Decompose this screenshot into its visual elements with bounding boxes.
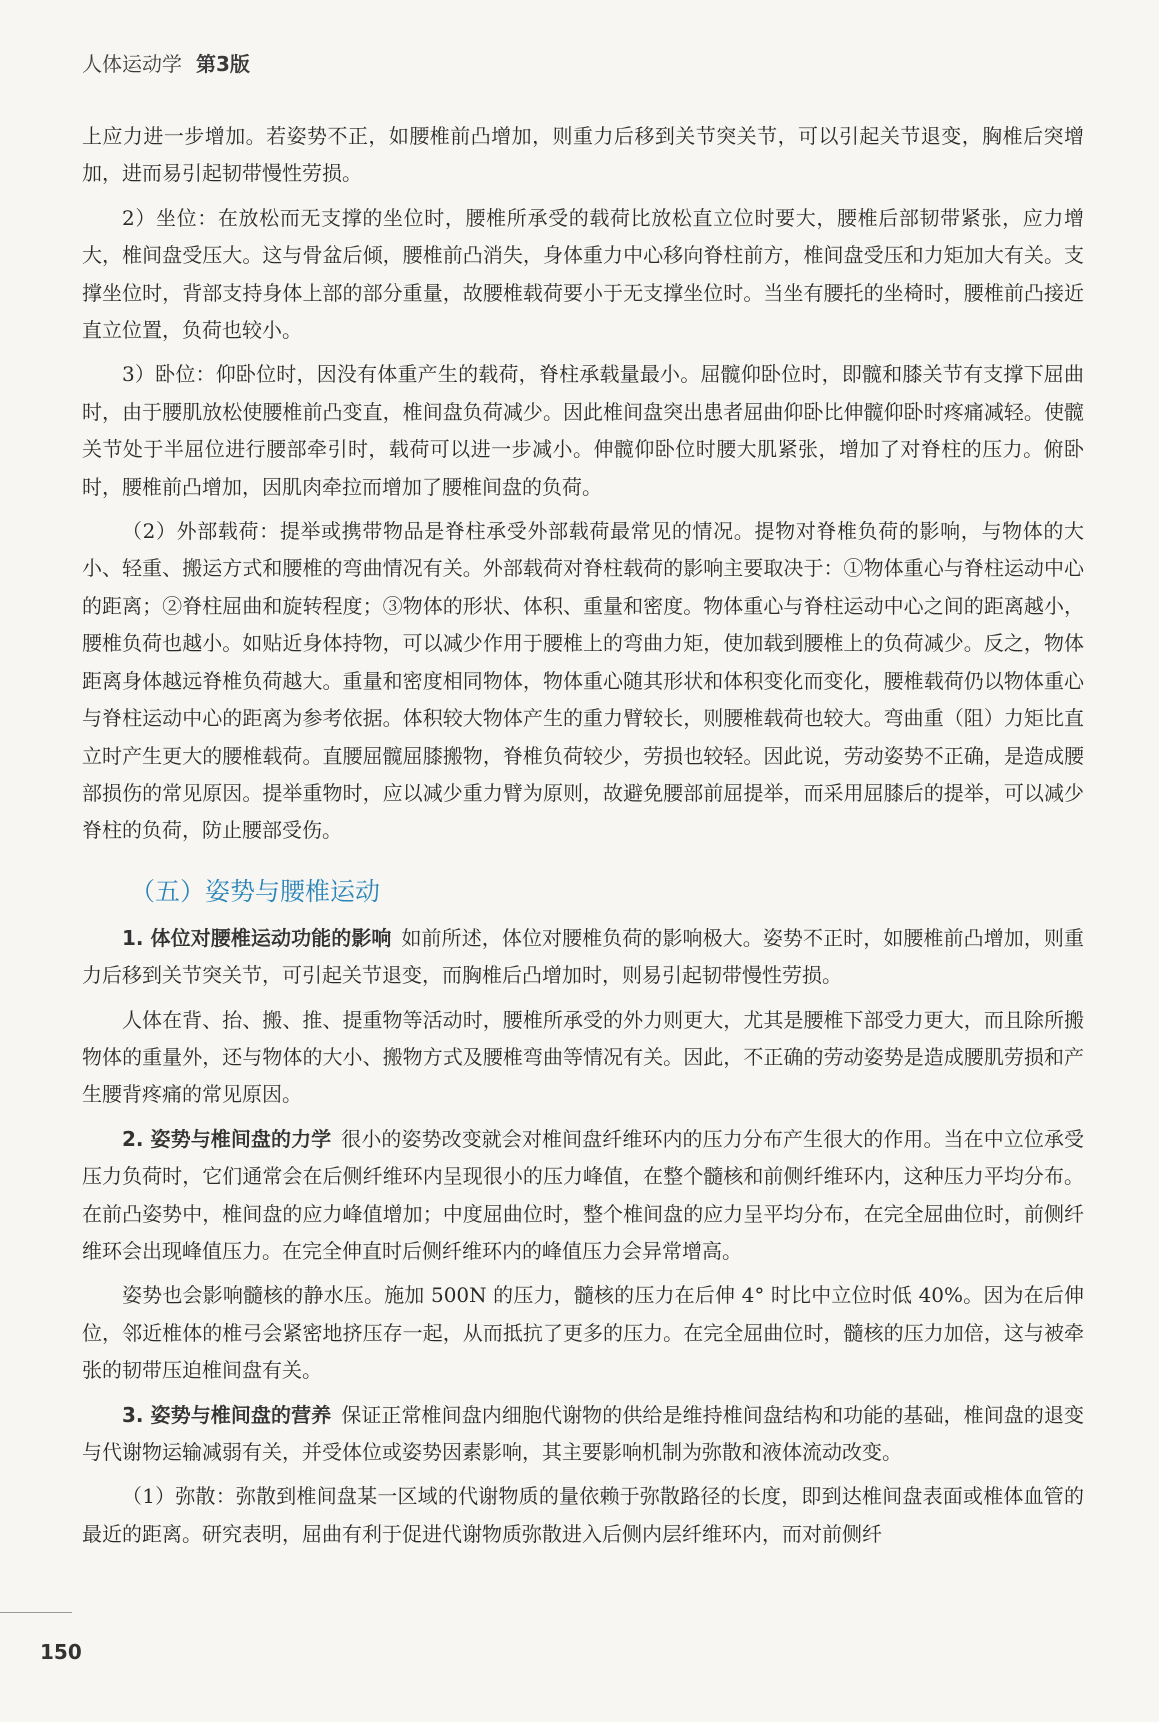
paragraph-lifting: 人体在背、抬、搬、推、提重物等活动时，腰椎所承受的外力则更大，尤其是腰椎下部受力更大，而且除所搬物体的重量外，还与物体的大小、搬物方式及腰椎弯曲等情况有关。因此，不正确的劳动姿势是造成腰肌劳损和产生腰背疼痛的常见原因。: [82, 1007, 1084, 1107]
subheading-2: 2. 姿势与椎间盘的力学: [122, 1126, 332, 1151]
paragraph-sitting: 2）坐位：在放松而无支撑的坐位时，腰椎所承受的载荷比放松直立位时要大，腰椎后部韧带紧张，应力增大，椎间盘受压大。这与骨盆后倾，腰椎前凸消失，身体重力中心移向脊柱前方，椎间盘受压和力矩加大有关。支撑坐位时，背部支持身体上部的部分重量，故腰椎载荷要小于无支撑坐位时。当坐有腰托的坐椅时，腰椎前凸接近直立位置，负荷也较小。: [82, 205, 1084, 343]
paragraph-sub1: [82, 920, 1084, 995]
paragraph-diffusion: （1）弥散：弥散到椎间盘某一区域的代谢物质的量依赖于弥散路径的长度，即到达椎间盘表面或椎体血管的最近的距离。研究表明，屈曲有利于促进代谢物质弥散进入后侧内层纤维环内，而对前侧纤: [82, 1484, 1084, 1546]
subheading-3: 3. 姿势与椎间盘的营养: [122, 1402, 332, 1427]
paragraph-lying: 3）卧位：仰卧位时，因没有体重产生的载荷，脊柱承载量最小。屈髋仰卧位时，即髋和膝关节有支撑下屈曲时，由于腰肌放松使腰椎前凸变直，椎间盘负荷减少。因此椎间盘突出患者屈曲仰卧比伸髋仰卧时疼痛减轻。使髋关节处于半屈位进行腰部牵引时，载荷可以进一步减小。伸髋仰卧位时腰大肌紧张，增加了对脊柱的压力。俯卧时，腰椎前凸增加，因肌肉牵拉而增加了腰椎间盘的负荷。: [82, 362, 1084, 499]
paragraph-external-load: （2）外部载荷：提举或携带物品是脊柱承受外部载荷最常见的情况。提物对脊椎负荷的影响，与物体的大小、轻重、搬运方式和腰椎的弯曲情况有关。外部载荷对脊柱载荷的影响主要取决于：①物体重心与脊柱运动中心的距离；②脊柱屈曲和旋转程度；③物体的形状、体积、重量和密度。物体重心与脊柱运动中心之间的距离越小，腰椎负荷也越小。如贴近身体持物，可以减少作用于腰椎上的弯曲力矩，使加载到腰椎上的负荷减少。反之，物体距离身体越远脊椎负荷越大。重量和密度相同物体，物体重心随其形状和体积变化而变化，腰椎载荷仍以物体重心与脊柱运动中心的距离为参考依据。体积较大物体产生的重力臂较长，则腰椎载荷也较大。弯曲重（阻）力矩比直立时产生更大的腰椎载荷。直腰屈髋屈膝搬物，脊椎负荷较少，劳损也较轻。因此说，劳动姿势不正确，是造成腰部损伤的常见原因。提举重物时，应以减少重力臂为原则，故避免腰部前屈提举，而采用屈膝后的提举，可以减少脊柱的负荷，防止腰部受伤。: [82, 519, 1084, 843]
section-title: （五）姿势与腰椎运动: [130, 876, 381, 906]
subheading-1: 1. 体位对腰椎运动功能的影响: [122, 925, 392, 950]
paragraph-continued: 上应力进一步增加。若姿势不正，如腰椎前凸增加，则重力后移到关节突关节，可以引起关节退变，胸椎后突增加，进而易引起韧带慢性劳损。: [82, 124, 1084, 186]
paragraph-sub2: [82, 1121, 1084, 1271]
footer-rule: [0, 1612, 72, 1613]
paragraph-sub3: [82, 1397, 1084, 1472]
running-header: [82, 48, 250, 77]
sub2-text: 很小的姿势改变就会对椎间盘纤维环内的压力分布产生很大的作用。当在中立位承受压力负荷时，它们通常会在后侧纤维环内呈现很小的压力峰值，在整个髓核和前侧纤维环内，这种压力平均分布。在前凸姿势中，椎间盘的应力峰值增加；中度屈曲位时，整个椎间盘的应力呈平均分布，在完全屈曲位时，前侧纤维环会出现峰值压力。在完全伸直时后侧纤维环内的峰值压力会异常增高。: [82, 1126, 1085, 1263]
sub1-text: 如前所述，体位对腰椎负荷的影响极大。姿势不正时，如腰椎前凸增加，则重力后移到关节突关节，可引起关节退变，而胸椎后凸增加时，则易引起韧带慢性劳损。: [82, 925, 1085, 988]
edition-label: 第3版: [196, 52, 250, 76]
page-number: 150: [40, 1640, 82, 1664]
paragraph-hydrostatic: 姿势也会影响髓核的静水压。施加 500N 的压力，髓核的压力在后伸 4° 时比中立位时低 40%。因为在后伸位，邻近椎体的椎弓会紧密地挤压存一起，从而抵抗了更多的压力。在完全屈曲位时，髓核的压力加倍，这与被牵张的韧带压迫椎间盘有关。: [82, 1283, 1084, 1383]
sub3-text: 保证正常椎间盘内细胞代谢物的供给是维持椎间盘结构和功能的基础，椎间盘的退变与代谢物运输减弱有关，并受体位或姿势因素影响，其主要影响机制为弥散和液体流动改变。: [82, 1402, 1085, 1464]
book-title: 人体运动学: [82, 52, 182, 76]
page-body: [82, 118, 1084, 1560]
